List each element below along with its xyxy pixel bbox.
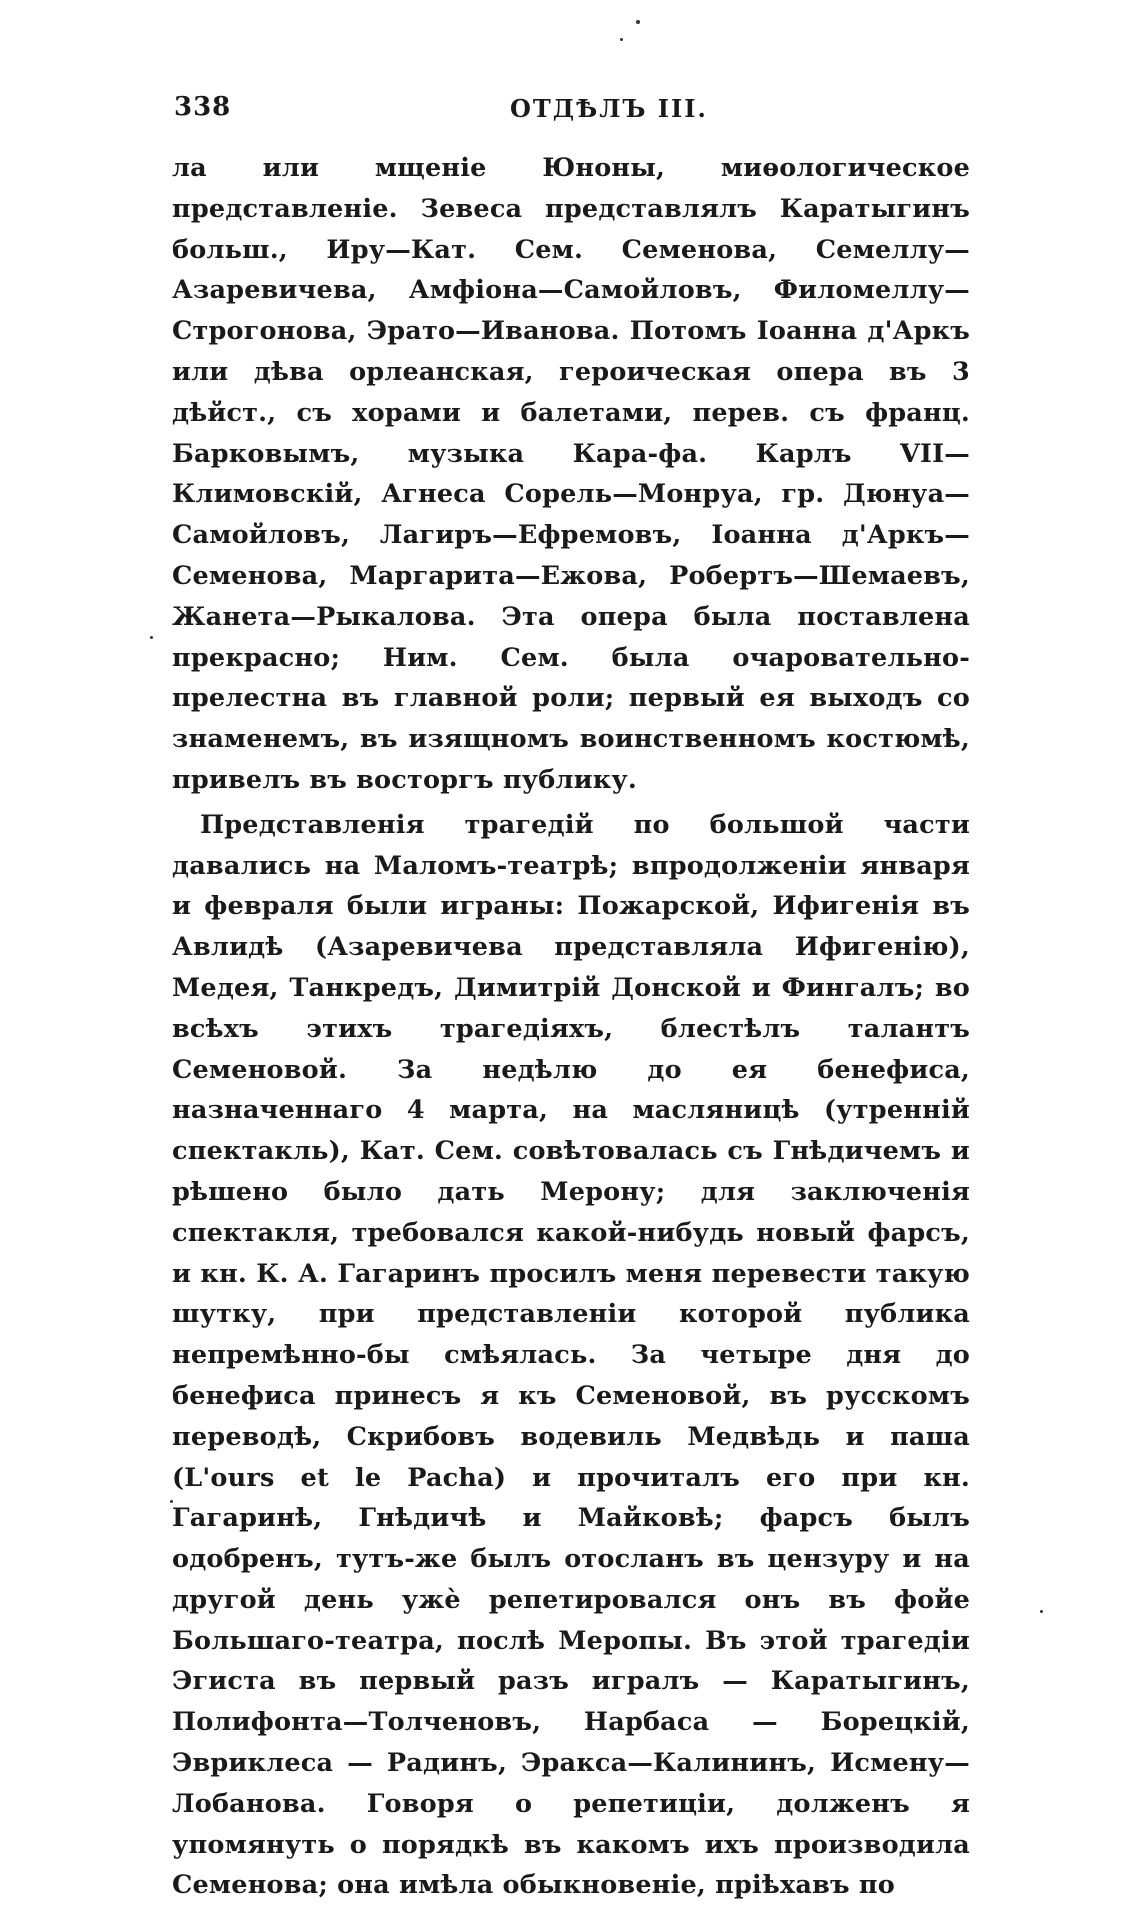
scan-speck: [170, 1500, 173, 1503]
running-head: ОТДѢЛЪ III.: [510, 94, 708, 123]
scan-speck: [620, 38, 623, 41]
body-text: [172, 148, 970, 1906]
scan-speck: [150, 636, 153, 639]
paragraph-2: Представленія трагедій по большой части давались на Маломъ-театрѣ; впродолженіи января и февраля были играны: Пожарской, Ифигенія въ Авлидѣ (Азаревичева представляла Ифигенію), Медея, Танкредъ, Димитрій Донской и Фингалъ; во всѣхъ этихъ трагедіяхъ, блестѣлъ талантъ Семеновой. За недѣлю до ея бенефиса, назначеннаго 4 марта, на масляницѣ (утренній спектакль), Кат. Сем. совѣтовалась съ Гнѣдичемъ и рѣшено было дать Мерону; для заключенія спектакля, требовался какой-нибудь новый фарсъ, и кн. К. А. Гагаринъ просилъ меня перевести такую шутку, при представленіи которой публика непремѣнно-бы смѣялась. За четыре дня до бенефиса принесъ я къ Семеновой, въ русскомъ переводѣ, Скрибовъ водевиль Медвѣдь и паша (L'ours et le Pacha) и прочиталъ его при кн. Гагаринѣ, Гнѣдичѣ и Майковѣ; фарсъ былъ одобренъ, тутъ-же былъ отосланъ въ цензуру и на другой день ужè репетировался онъ въ фойе Большаго-театра, послѣ Меропы. Въ этой трагедіи Эгиста въ первый разъ игралъ — Каратыгинъ, Полифонта—Толченовъ, Нарбаса — Борецкій, Эвриклеса — Радинъ, Эракса—Калининъ, Исмену—Лобанова. Говоря о репетиціи, долженъ я упомянуть о порядкѣ въ какомъ ихъ производила Семенова; она имѣла обыкновеніе, пріѣхавъ по: [172, 809, 970, 1901]
page-number: 338: [174, 92, 232, 122]
scan-speck: [1040, 1610, 1043, 1613]
paragraph-1: ла или мщеніе Юноны, миѳологическое представленіе. Зевеса представлялъ Каратыгинъ больш., Иру—Кат. Сем. Семенова, Семеллу—Азаревичева, Амфіона—Самойловъ, Филомеллу—Строгонова, Эрато—Иванова. Потомъ Іоанна д'Аркъ или дѣва орлеанская, героическая опера въ 3 дѣйст., съ хорами и балетами, перев. съ франц. Барковымъ, музыка Кара-фа. Карлъ VII—Климовскій, Агнеса Сорель—Монруа, гр. Дюнуа—Самойловъ, Лагиръ—Ефремовъ, Іоанна д'Аркъ—Семенова, Маргарита—Ежова, Робертъ—Шемаевъ, Жанета—Рыкалова. Эта опера была поставлена прекрасно; Ним. Сем. была очаровательно-прелестна въ главной роли; первый ея выходъ со знаменемъ, въ изящномъ воинственномъ костюмѣ, привелъ въ восторгъ публику.: [172, 153, 970, 795]
page-header: [170, 92, 970, 132]
scan-speck: [636, 20, 640, 24]
